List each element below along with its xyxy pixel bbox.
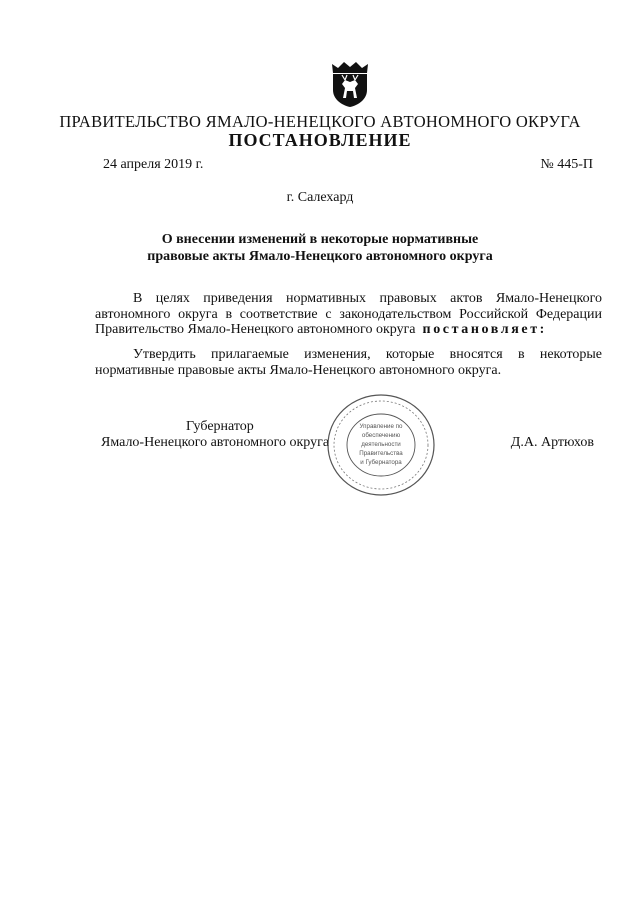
- stamp-text-line: Управление по: [359, 423, 403, 430]
- document-subject: [120, 231, 520, 265]
- document-number: № 445-П: [540, 157, 593, 172]
- official-stamp: [325, 392, 437, 498]
- stamp-text-line: Правительства: [359, 450, 403, 457]
- signature-title-line-1: Губернатор: [186, 419, 254, 434]
- paragraph-1-emphasis: постановляет:: [422, 322, 547, 337]
- stamp-text-line: обеспечению: [361, 432, 401, 439]
- stamp-text-line: и Губернатора: [360, 459, 402, 466]
- document-type-title: ПОСТАНОВЛЕНИЕ: [228, 130, 412, 150]
- signature-title-line-2: Ямало-Ненецкого автономного округа: [101, 435, 330, 450]
- paragraph-1-text: В целях приведения нормативных правовых актов Ямало-Ненецкого автономного округа в соответствие с законодательством Российской Федерации Правительство Ямало-Ненецкого автономного округа: [95, 291, 602, 337]
- body-paragraph-1: [95, 291, 602, 338]
- organization-title: ПРАВИТЕЛЬСТВО ЯМАЛО-НЕНЕЦКОГО АВТОНОМНОГО ОКРУГА: [59, 112, 581, 131]
- signature-name: Д.А. Артюхов: [510, 435, 594, 450]
- subject-line-2: правовые акты Ямало-Ненецкого автономного округа: [147, 249, 493, 264]
- body-paragraph-2: [95, 347, 602, 378]
- coat-of-arms-icon: [329, 58, 371, 108]
- stamp-text-line: деятельности: [361, 441, 401, 448]
- subject-line-1: О внесении изменений в некоторые нормативные: [161, 232, 479, 247]
- paragraph-2-text: Утвердить прилагаемые изменения, которые вносятся в некоторые нормативные правовые акты Ямало-Ненецкого автономного округа.: [95, 347, 602, 378]
- document-date: 24 апреля 2019 г.: [103, 157, 204, 172]
- document-city: г. Салехард: [286, 190, 354, 205]
